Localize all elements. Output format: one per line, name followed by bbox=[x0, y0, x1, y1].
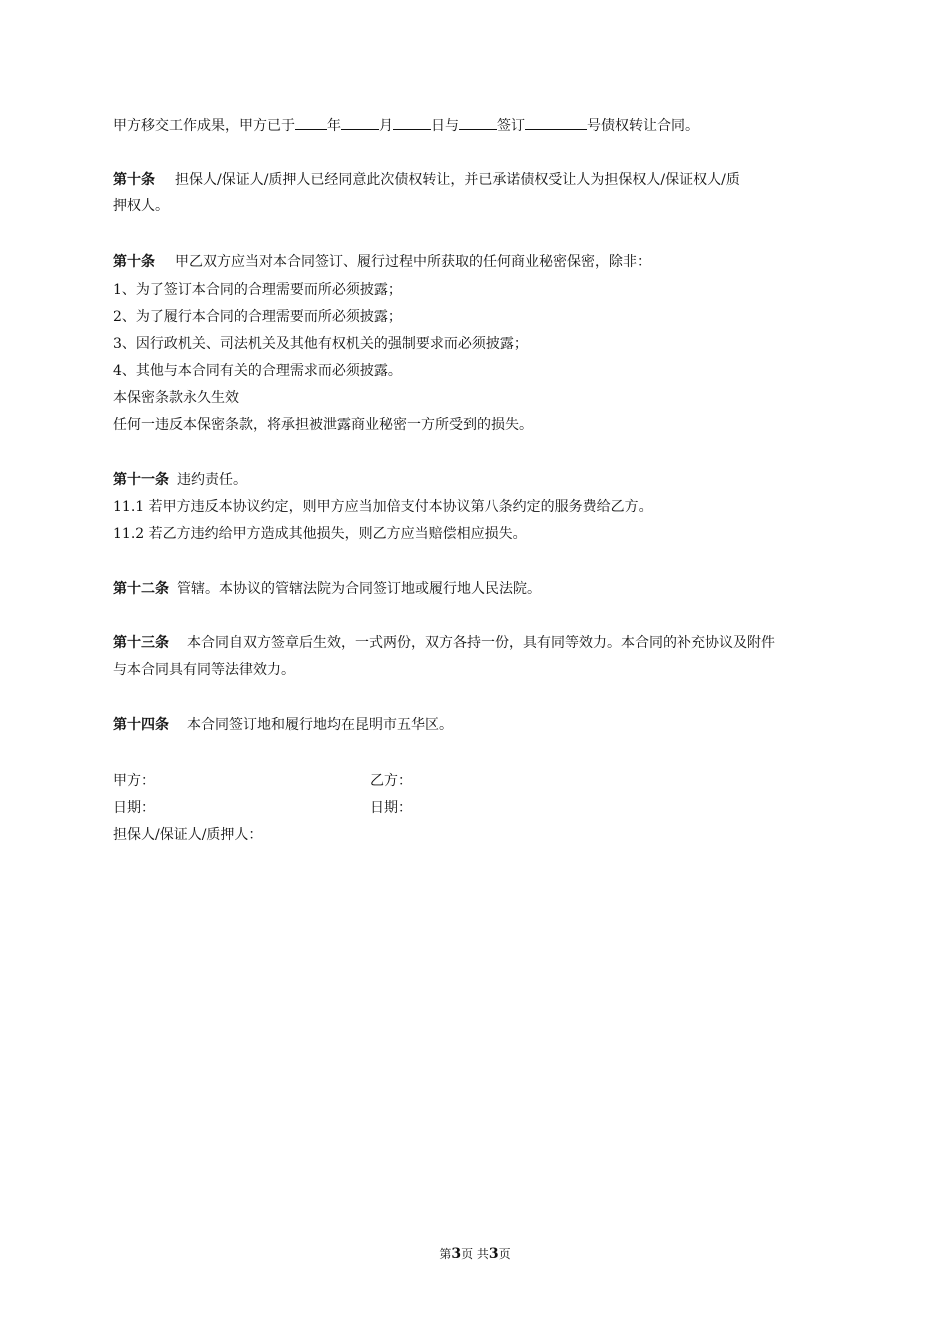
intro-text-5: 签订 bbox=[497, 118, 525, 134]
article-11-line bbox=[113, 470, 247, 490]
article-10a-text-2: 押权人。 bbox=[113, 198, 169, 214]
footer-middle: 页 共 bbox=[461, 1247, 489, 1261]
article-10a-text-1: 担保人/保证人/质押人已经同意此次债权转让，并已承诺债权受让人为担保权人/保证权人/质 bbox=[175, 172, 740, 188]
article-11-clause-2: 11.2 若乙方违约给甲方造成其他损失，则乙方应当赔偿相应损失。 bbox=[113, 526, 527, 542]
article-10b-heading: 第十条 bbox=[113, 254, 155, 270]
date-b-label: 日期： bbox=[370, 800, 412, 816]
article-14-text: 本合同签订地和履行地均在昆明市五华区。 bbox=[187, 717, 453, 733]
party-a-label: 甲方： bbox=[113, 773, 155, 789]
confidentiality-note-2: 任何一违反本保密条款，将承担被泄露商业秘密一方所受到的损失。 bbox=[113, 417, 533, 433]
footer-total-pages: 3 bbox=[488, 1246, 499, 1262]
article-10a-line1 bbox=[113, 170, 740, 190]
intro-text-2: 年 bbox=[327, 118, 341, 134]
article-13-heading: 第十三条 bbox=[113, 635, 169, 651]
article-11-heading: 第十一条 bbox=[113, 472, 169, 488]
article-13-line1 bbox=[113, 633, 775, 653]
intro-text-1: 甲方移交工作成果，甲方已于 bbox=[113, 118, 295, 134]
party-b-label: 乙方： bbox=[370, 773, 412, 789]
date-a-label: 日期： bbox=[113, 800, 155, 816]
article-13-text-1: 本合同自双方签章后生效，一式两份，双方各持一份，具有同等效力。本合同的补充协议及附件 bbox=[187, 635, 775, 651]
intro-text-3: 月 bbox=[379, 118, 393, 134]
article-10b-line bbox=[113, 252, 651, 272]
article-13-line2: 与本合同具有同等法律效力。 bbox=[113, 662, 295, 678]
article-10a-heading: 第十条 bbox=[113, 172, 155, 188]
article-11-text: 违约责任。 bbox=[177, 472, 247, 488]
article-14-line bbox=[113, 715, 453, 735]
confidentiality-item-1: 1、为了签订本合同的合理需要而所必须披露； bbox=[113, 282, 402, 298]
footer-page-number: 3 bbox=[451, 1246, 462, 1262]
blank-month bbox=[341, 115, 379, 130]
guarantor-label: 担保人/保证人/质押人： bbox=[113, 827, 263, 843]
article-11-clause-1: 11.1 若甲方违反本协议约定，则甲方应当加倍支付本协议第八条约定的服务费给乙方。 bbox=[113, 499, 653, 515]
article-12-line bbox=[113, 579, 541, 599]
footer-suffix: 页 bbox=[498, 1247, 511, 1261]
intro-text-4: 日与 bbox=[431, 118, 459, 134]
page-footer bbox=[0, 1245, 950, 1263]
confidentiality-item-3: 3、因行政机关、司法机关及其他有权机关的强制要求而必须披露； bbox=[113, 336, 528, 352]
article-10a-line2 bbox=[113, 196, 169, 216]
blank-year bbox=[295, 115, 327, 130]
article-12-heading: 第十二条 bbox=[113, 581, 169, 597]
footer-prefix: 第 bbox=[439, 1247, 452, 1261]
article-14-heading: 第十四条 bbox=[113, 717, 169, 733]
blank-contract-no bbox=[525, 115, 587, 130]
confidentiality-item-4: 4、其他与本合同有关的合理需求而必须披露。 bbox=[113, 363, 402, 379]
article-12-text: 管辖。本协议的管辖法院为合同签订地或履行地人民法院。 bbox=[177, 581, 541, 597]
blank-day bbox=[393, 115, 431, 130]
article-10b-text: 甲乙双方应当对本合同签订、履行过程中所获取的任何商业秘密保密，除非： bbox=[175, 254, 651, 270]
confidentiality-note-1: 本保密条款永久生效 bbox=[113, 390, 239, 406]
confidentiality-item-2: 2、为了履行本合同的合理需要而所必须披露； bbox=[113, 309, 402, 325]
blank-party bbox=[459, 115, 497, 130]
intro-text-6: 号债权转让合同。 bbox=[587, 118, 699, 134]
intro-paragraph bbox=[113, 115, 699, 136]
